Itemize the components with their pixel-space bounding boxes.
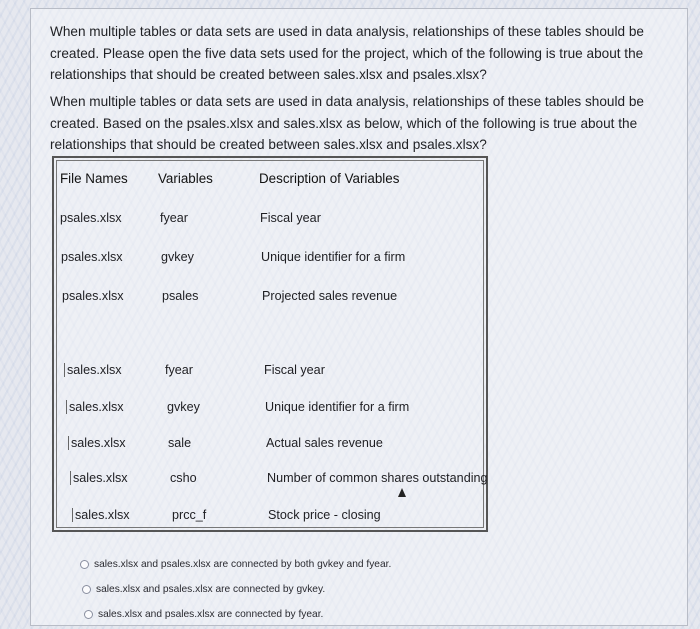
option-gvkey[interactable] [82, 584, 325, 595]
table-row-file: sales.xlsx [72, 508, 130, 522]
table-row-variable: sale [168, 436, 192, 450]
table-row-file: sales.xlsx [68, 436, 126, 450]
table-row-variable: gvkey [161, 250, 194, 264]
table-row-file: sales.xlsx [66, 400, 124, 414]
table-row-file: psales.xlsx [61, 250, 123, 264]
table-row-variable: csho [170, 471, 197, 485]
table-row-variable: prcc_f [172, 508, 207, 522]
option-label: sales.xlsx and psales.xlsx are connected by gvkey. [96, 584, 326, 595]
radio-button-icon[interactable] [82, 585, 91, 594]
mouse-cursor-icon [398, 488, 406, 497]
radio-button-icon[interactable] [80, 560, 89, 569]
table-row-description: Unique identifier for a firm [265, 400, 410, 414]
option-fyear[interactable] [84, 609, 323, 620]
table-row-file: psales.xlsx [62, 289, 124, 303]
option-label: sales.xlsx and psales.xlsx are connected by fyear. [98, 609, 324, 620]
question-paragraph-1: When multiple tables or data sets are used in data analysis, relationships of these tables should be created. Please open the five data sets used for the project, which of the following is true about the relationships that should be created between sales.xlsx and psales.xlsx? [50, 24, 644, 82]
table-row-description: Fiscal year [264, 363, 325, 377]
table-row-file: sales.xlsx [70, 471, 128, 485]
option-label: sales.xlsx and psales.xlsx are connected by both gvkey and fyear. [94, 559, 392, 570]
table-row-variable: psales [162, 289, 199, 303]
table-row-file: psales.xlsx [60, 211, 122, 225]
table-row-variable: fyear [165, 363, 193, 377]
table-row-description: Fiscal year [260, 211, 321, 225]
table-row-file: sales.xlsx [64, 363, 122, 377]
table-row-description: Stock price - closing [268, 508, 381, 522]
table-row-variable: fyear [160, 211, 188, 225]
table-row-description: Projected sales revenue [262, 289, 398, 303]
table-row-description: Actual sales revenue [266, 436, 383, 450]
header-description: Description of Variables [259, 171, 400, 186]
question-paragraph-2: When multiple tables or data sets are used in data analysis, relationships of these tables should be created. Based on the psales.xlsx and sales.xlsx as below, which of the following is true about the relationships that should be created between sales.xlsx and psales.xlsx? [50, 94, 644, 152]
header-file-names: File Names [60, 171, 128, 186]
table-row-description: Unique identifier for a firm [261, 250, 406, 264]
table-row-description: Number of common shares outstanding [267, 471, 488, 485]
radio-button-icon[interactable] [84, 610, 93, 619]
header-variables: Variables [158, 171, 213, 186]
option-both-gvkey-fyear[interactable] [80, 559, 391, 570]
table-row-variable: gvkey [167, 400, 200, 414]
